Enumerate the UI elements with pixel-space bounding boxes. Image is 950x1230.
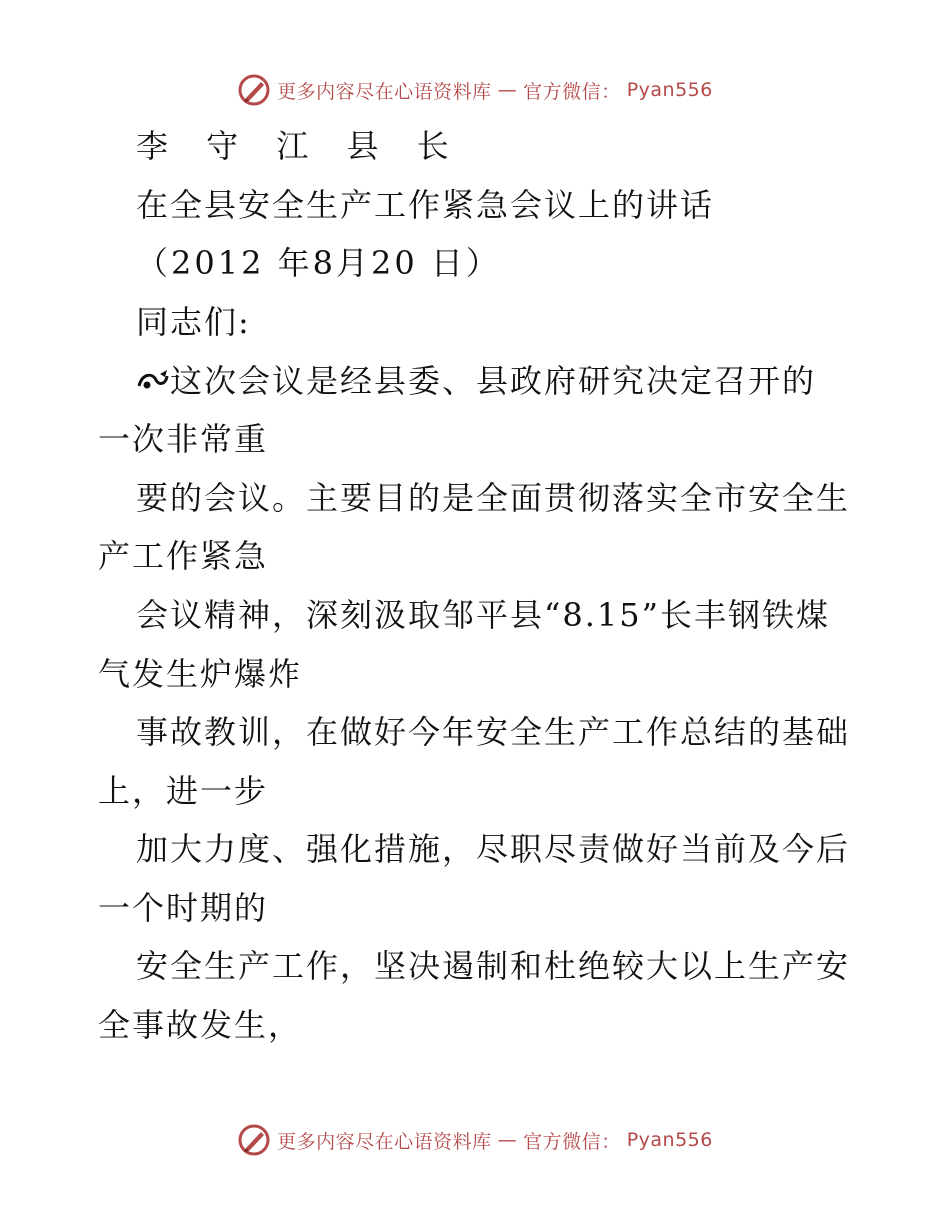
paragraph-line: 一次非常重 bbox=[98, 420, 269, 458]
banner-text: 更多内容尽在心语资料库 bbox=[277, 80, 492, 103]
pen-logo-icon bbox=[237, 1123, 271, 1157]
paragraph-line: 事故教训，在做好今年安全生产工作总结的基础 bbox=[136, 713, 851, 751]
speech-date: （2012 年8月20 日） bbox=[136, 244, 501, 282]
paragraph-line: 要的会议。主要目的是全面贯彻落实全市安全生 bbox=[136, 479, 851, 517]
pen-logo-icon bbox=[237, 73, 271, 107]
paragraph-line bbox=[136, 361, 816, 401]
banner-account: Pyan556 bbox=[626, 1129, 713, 1151]
paragraph-line: 气发生炉爆炸 bbox=[98, 655, 303, 693]
paragraph-line-text: 这次会议是经县委、县政府研究决定召开的 bbox=[170, 362, 817, 400]
paragraph-line: 产工作紧急 bbox=[98, 537, 269, 575]
paragraph-line: 安全生产工作，坚决遏制和杜绝较大以上生产安 bbox=[136, 947, 851, 985]
paragraph-line: 一个时期的 bbox=[98, 889, 269, 927]
banner-official-label: 官方微信： bbox=[523, 80, 621, 103]
greeting: 同志们: bbox=[136, 303, 251, 341]
speaker-name: 李 守 江 县 长 bbox=[136, 127, 463, 165]
fleuron-icon bbox=[136, 366, 170, 394]
paragraph-line: 上，进一步 bbox=[98, 772, 269, 810]
header-banner bbox=[0, 70, 950, 110]
paragraph-line: 会议精神，深刻汲取邹平县“8.15”长丰钢铁煤 bbox=[136, 596, 830, 634]
banner-text: 更多内容尽在心语资料库 bbox=[277, 1130, 492, 1153]
banner-dash: — bbox=[497, 1129, 518, 1151]
banner-official-label: 官方微信： bbox=[523, 1130, 621, 1153]
paragraph-line: 全事故发生， bbox=[98, 1006, 303, 1044]
speech-title: 在全县安全生产工作紧急会议上的讲话 bbox=[136, 186, 715, 224]
banner-dash: — bbox=[497, 79, 518, 101]
banner-account: Pyan556 bbox=[626, 79, 713, 101]
paragraph-line: 加大力度、强化措施，尽职尽责做好当前及今后 bbox=[136, 830, 851, 868]
footer-banner bbox=[0, 1120, 950, 1160]
